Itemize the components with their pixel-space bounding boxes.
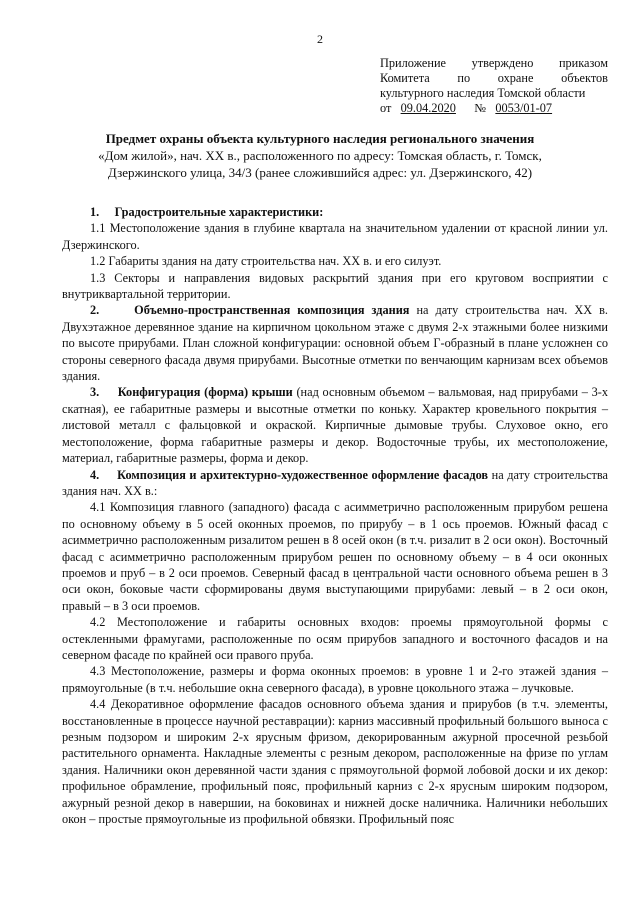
section-4-2: 4.2 Местоположение и габариты основных входов: проемы прямоугольной формы с остекленными фрамугами, расположенные по осям прирубов западного и восточного фасадов и на северном фасаде по крайней оси правого пруба.	[62, 615, 608, 662]
section-1-1: 1.1 Местоположение здания в глубине квартала на значительном удалении от красной линии ул. Дзержинского.	[62, 221, 608, 252]
title-line-3: Дзержинского улица, 34/3 (ранее сложившийся адрес: ул. Дзержинского, 42)	[107, 165, 533, 180]
approval-line-1: Приложение утверждено приказом	[380, 56, 608, 70]
approval-ot: от	[380, 101, 392, 115]
approval-line-4	[380, 101, 608, 116]
section-4-4: 4.4 Декоративное оформление фасадов основного объема здания и прирубов (в т.ч. элементы, восстановленные в процессе научной реставрации): карниз массивный профильный большого выноса с резным подзором и широким 2-х ярусным фризом, декорированным ажурной просечной резьбой растительного орнамента. Накладные элементы с резным декором, расположенные на фризе по углам здания. Наличники окон деревянной части здания с прямоугольной формой лобовой доски и их декор: профильное обрамление, профильный пояс, профильный карниз с 2-х ярусным широким подзором, ажурный резной декор в навершии, на боковинах и нижней доске наличника. Наличники небольших окон – простые прямоугольные из профильной обвязки. Профильный пояс	[62, 697, 608, 827]
section-1-heading	[62, 204, 608, 220]
section-3-text: (над основным объемом – вальмовая, над прирубами – 3-х скатная), ее габаритные размеры и высотные отметки по коньку. Характер кровельного покрытия – листовой металл с фальцовкой и окраской. Кирпичные дымовые трубы. Слуховое окно, его местоположение, форма габаритные размеры и декор. Водосточные трубы, их местоположение, материал, габаритные размеры, форма и декор.	[62, 385, 608, 466]
section-2-number: 2.	[90, 303, 100, 318]
section-4-3: 4.3 Местоположение, размеры и форма оконных проемов: в уровне 1 и 2-го этажей здания – прямоугольные (в т.ч. небольшие окна северного фасада), в уровне цокольного этажа – лучковые.	[62, 664, 608, 695]
title-line-2: «Дом жилой», нач. XX в., расположенного по адресу: Томская область, г. Томск,	[98, 148, 542, 163]
approval-no: №	[474, 101, 487, 115]
document-body	[62, 204, 608, 827]
section-3-number: 3.	[90, 385, 100, 400]
title-bold: Предмет охраны объекта культурного наследия регионального значения	[105, 131, 535, 146]
approval-date: 09.04.2020	[400, 101, 456, 115]
section-1-title: Градостроительные характеристики:	[114, 205, 324, 219]
approval-number: 0053/01-07	[495, 101, 553, 115]
page-number: 2	[317, 32, 323, 46]
section-1-number: 1.	[90, 205, 100, 219]
section-3	[62, 384, 608, 466]
document-title	[70, 130, 570, 181]
section-3-title: Конфигурация (форма) крыши	[117, 385, 293, 400]
section-4-1: 4.1 Композиция главного (западного) фасада с асимметрично расположенным прирубом решена по основному объему в 5 осей оконных проемов, по прирубу – в 1 ось проемов. Южный фасад с асимметрично расположенным ризалитом решен в 8 осей окон (в т.ч. ризалит в 2 оси окон). Восточный фасад с асимметрично расположенным прирубом решен по основному объему – в 4 оси оконных проемов и пруб – в 2 оси проемов. Северный фасад в центральной части основного объема решен в 3 оси окон, боковые части сформированы двумя выступающими прирубами: левый – в 2 оси окон, правый – в 3 оси проемов.	[62, 500, 608, 613]
approval-line-2: Комитета по охране объектов	[380, 71, 608, 85]
approval-block	[380, 56, 608, 116]
section-2-text: на дату строительства нач. XX в. Двухэтажное деревянное здание на кирпичном цокольном этаже с двумя 2-х этажными более низкими по высоте прирубами. План сложной конфигурации: основной объем Г-образный в плане усложнен со стороны северного фасада двумя прирубами. Высотные отметки по венчающим карнизам всех объемов здания.	[62, 303, 608, 384]
section-4	[62, 467, 608, 500]
section-1-3: 1.3 Секторы и направления видовых раскрытий здания при его круговом восприятии с внутриквартальной территории.	[62, 270, 608, 302]
section-4-title: Композиция и архитектурно-художественное оформление фасадов	[117, 467, 489, 482]
section-2-title: Объемно-пространственная композиция здания	[134, 303, 410, 318]
section-1-2: 1.2 Габариты здания на дату строительства нач. XX в. и его силуэт.	[90, 254, 442, 269]
section-2	[62, 302, 608, 384]
approval-line-3: культурного наследия Томской области	[380, 86, 586, 100]
section-4-number: 4.	[90, 467, 100, 482]
section-4-text: на дату строительства здания нач. XX в.:	[62, 467, 609, 498]
